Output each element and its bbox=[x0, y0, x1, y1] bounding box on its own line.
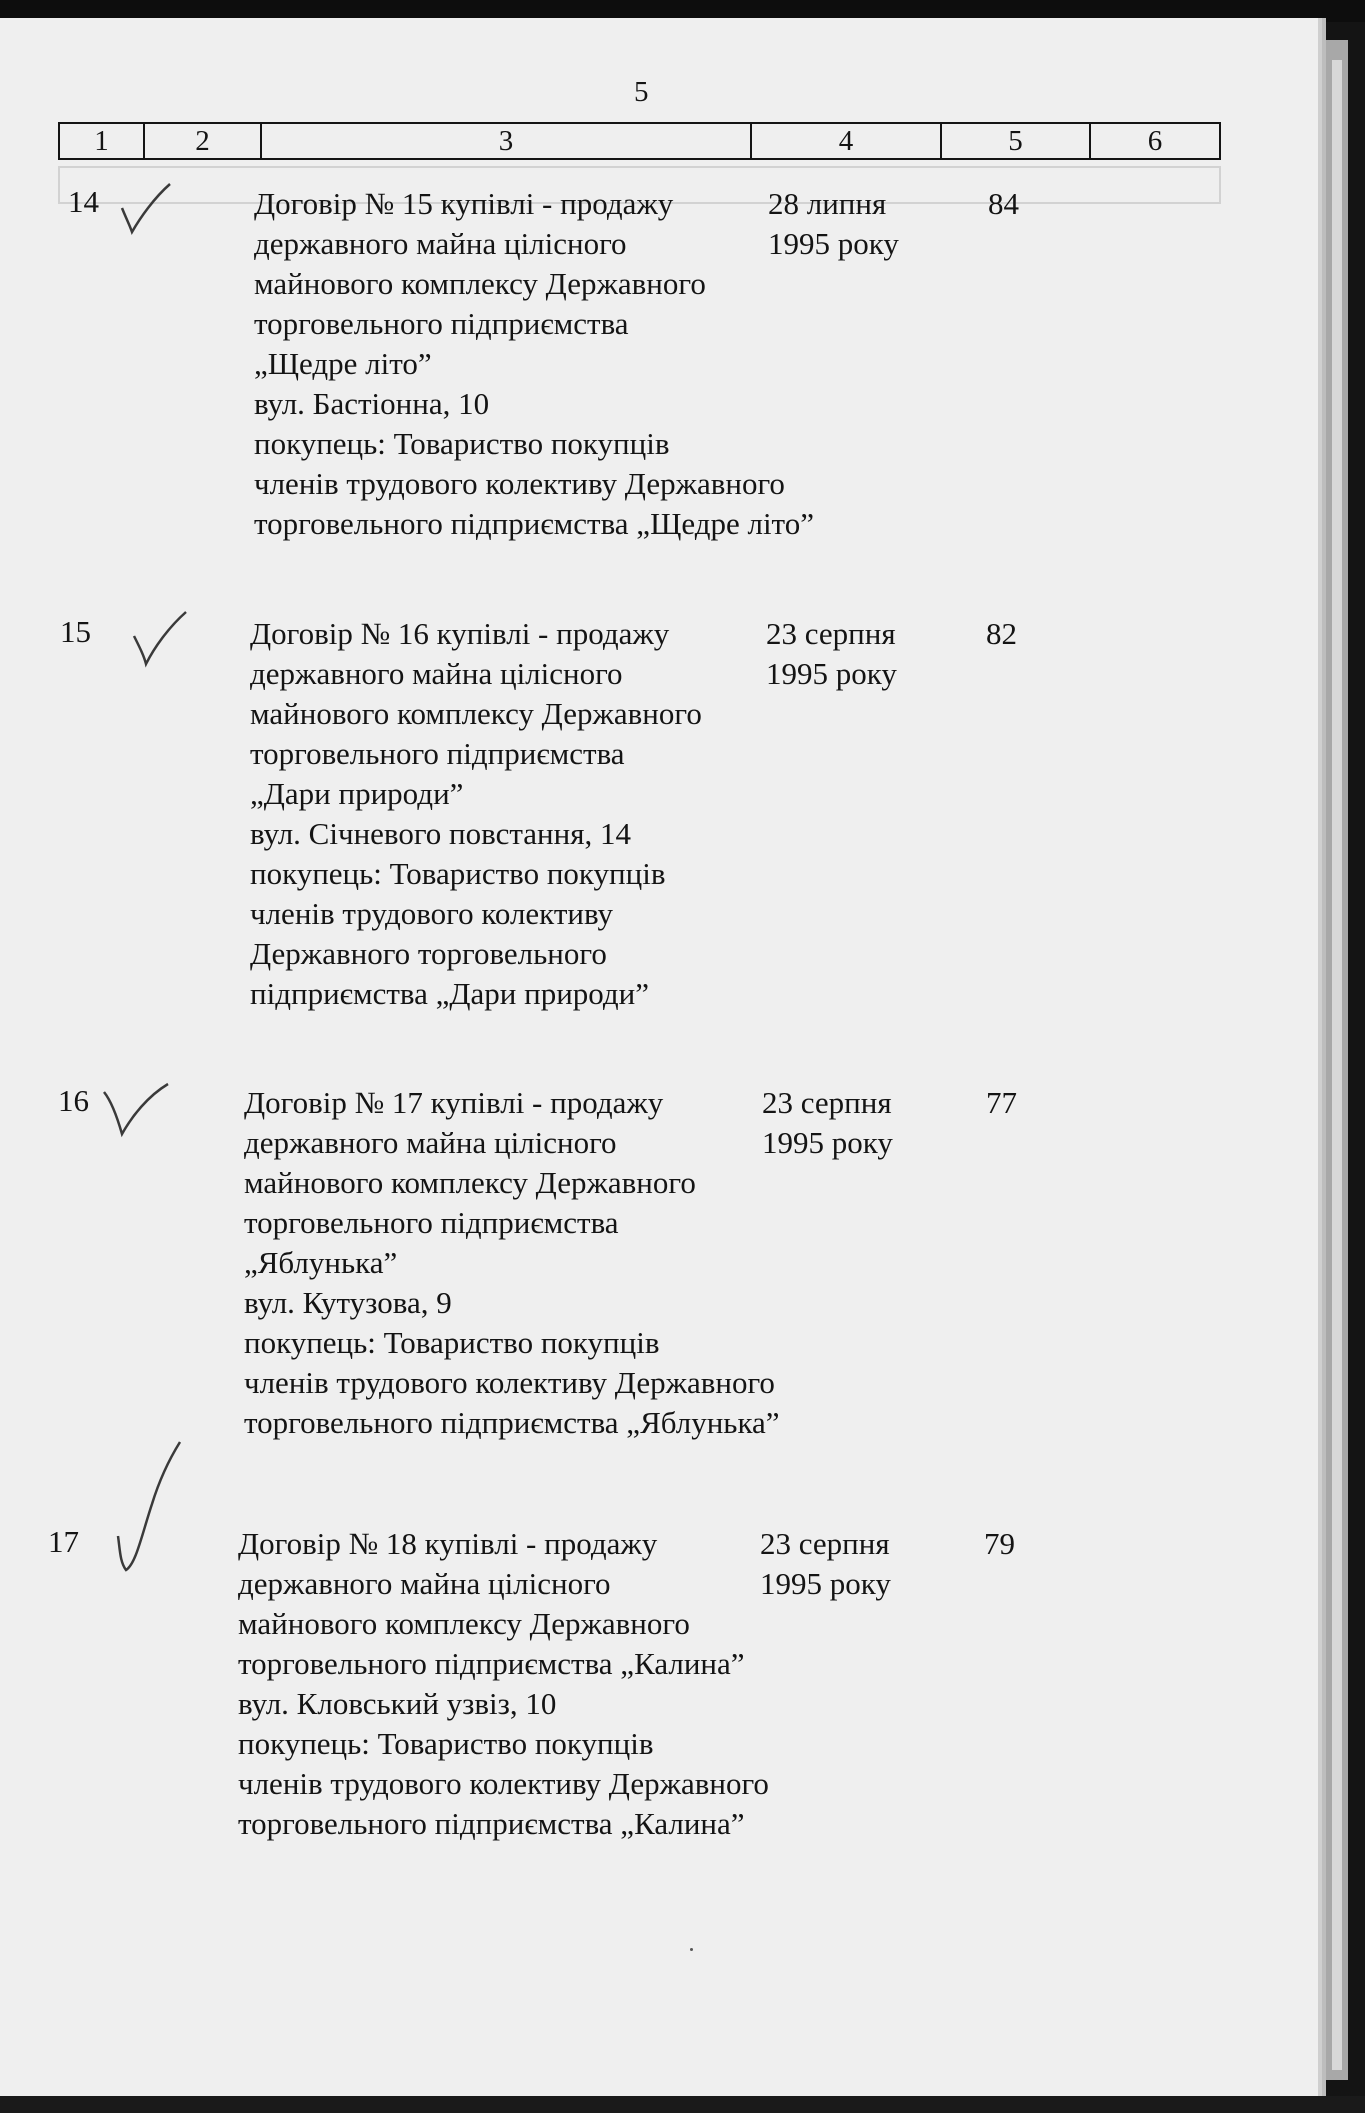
description-line: членів трудового колективу bbox=[250, 896, 614, 931]
description-line: торговельного підприємства bbox=[250, 736, 625, 771]
date-year: 1995 року bbox=[768, 226, 899, 261]
description-line: торговельного підприємства „Калина” bbox=[238, 1806, 745, 1841]
description-line: торговельного підприємства bbox=[244, 1205, 619, 1240]
description-line: державного майна цілісного bbox=[250, 656, 623, 691]
description-line: Договір № 18 купівлі - продажу bbox=[238, 1526, 658, 1561]
entry-number: 17 bbox=[48, 1524, 79, 1559]
entry-page-ref: 79 bbox=[984, 1526, 1015, 1561]
checkmark-icon bbox=[118, 178, 174, 238]
description-line: членів трудового колективу Державного bbox=[244, 1365, 775, 1400]
description-line: „Дари природи” bbox=[250, 776, 464, 811]
entry-page-ref: 82 bbox=[986, 616, 1017, 651]
scan-background-bottom bbox=[0, 2096, 1365, 2113]
description-line: Державного торговельного bbox=[250, 936, 607, 971]
date-day: 23 серпня bbox=[760, 1526, 890, 1561]
description-line: торговельного підприємства „Щедре літо” bbox=[254, 506, 814, 541]
entry-number: 15 bbox=[60, 614, 91, 649]
document-page bbox=[0, 18, 1318, 2096]
paper-speck bbox=[690, 1948, 693, 1951]
description-line: Договір № 15 купівлі - продажу bbox=[254, 186, 674, 221]
description-line: „Щедре літо” bbox=[254, 346, 432, 381]
description-line: державного майна цілісного bbox=[254, 226, 627, 261]
entry-description bbox=[244, 1083, 780, 1443]
column-header-3: 3 bbox=[262, 124, 752, 158]
entry-description bbox=[238, 1524, 769, 1844]
description-line: підприємства „Дари природи” bbox=[250, 976, 650, 1011]
date-day: 28 липня bbox=[768, 186, 887, 221]
column-header-4: 4 bbox=[752, 124, 942, 158]
entry-date bbox=[760, 1524, 891, 1604]
description-line: майнового комплексу Державного bbox=[238, 1606, 690, 1641]
description-line: Договір № 17 купівлі - продажу bbox=[244, 1085, 664, 1120]
description-line: майнового комплексу Державного bbox=[250, 696, 702, 731]
checkmark-icon bbox=[100, 1080, 172, 1140]
entry-date bbox=[768, 184, 899, 264]
description-line: покупець: Товариство покупців bbox=[250, 856, 666, 891]
entry-page-ref: 84 bbox=[988, 186, 1019, 221]
description-line: торговельного підприємства „Яблунька” bbox=[244, 1405, 780, 1440]
column-header-5: 5 bbox=[942, 124, 1091, 158]
entry-page-ref: 77 bbox=[986, 1085, 1017, 1120]
date-year: 1995 року bbox=[766, 656, 897, 691]
checkmark-icon bbox=[130, 606, 190, 668]
date-year: 1995 року bbox=[762, 1125, 893, 1160]
entry-description bbox=[254, 184, 814, 544]
description-line: вул. Січневого повстання, 14 bbox=[250, 816, 631, 851]
description-line: вул. Бастіонна, 10 bbox=[254, 386, 490, 421]
description-line: майнового комплексу Державного bbox=[244, 1165, 696, 1200]
description-line: покупець: Товариство покупців bbox=[244, 1325, 660, 1360]
entry-number: 16 bbox=[58, 1083, 89, 1118]
entry-description bbox=[250, 614, 702, 1014]
checkmark-icon bbox=[112, 1438, 184, 1576]
column-header-row bbox=[58, 122, 1221, 160]
description-line: покупець: Товариство покупців bbox=[238, 1726, 654, 1761]
description-line: вул. Кутузова, 9 bbox=[244, 1285, 452, 1320]
column-header-6: 6 bbox=[1147, 125, 1163, 157]
description-line: державного майна цілісного bbox=[238, 1566, 611, 1601]
column-header-1: 1 bbox=[60, 124, 145, 158]
page-number: 5 bbox=[634, 76, 649, 108]
description-line: „Яблунька” bbox=[244, 1245, 398, 1280]
description-line: покупець: Товариство покупців bbox=[254, 426, 670, 461]
date-day: 23 серпня bbox=[766, 616, 896, 651]
description-line: торговельного підприємства bbox=[254, 306, 629, 341]
page-edge-highlight bbox=[1332, 60, 1342, 2070]
date-day: 23 серпня bbox=[762, 1085, 892, 1120]
entry-date bbox=[766, 614, 897, 694]
date-year: 1995 року bbox=[760, 1566, 891, 1601]
description-line: вул. Кловський узвіз, 10 bbox=[238, 1686, 557, 1721]
entry-number: 14 bbox=[68, 184, 99, 219]
description-line: членів трудового колективу Державного bbox=[254, 466, 785, 501]
description-line: Договір № 16 купівлі - продажу bbox=[250, 616, 670, 651]
description-line: членів трудового колективу Державного bbox=[238, 1766, 769, 1801]
entry-date bbox=[762, 1083, 893, 1163]
description-line: торговельного підприємства „Калина” bbox=[238, 1646, 745, 1681]
description-line: майнового комплексу Державного bbox=[254, 266, 706, 301]
column-header-2: 2 bbox=[145, 124, 262, 158]
description-line: державного майна цілісного bbox=[244, 1125, 617, 1160]
